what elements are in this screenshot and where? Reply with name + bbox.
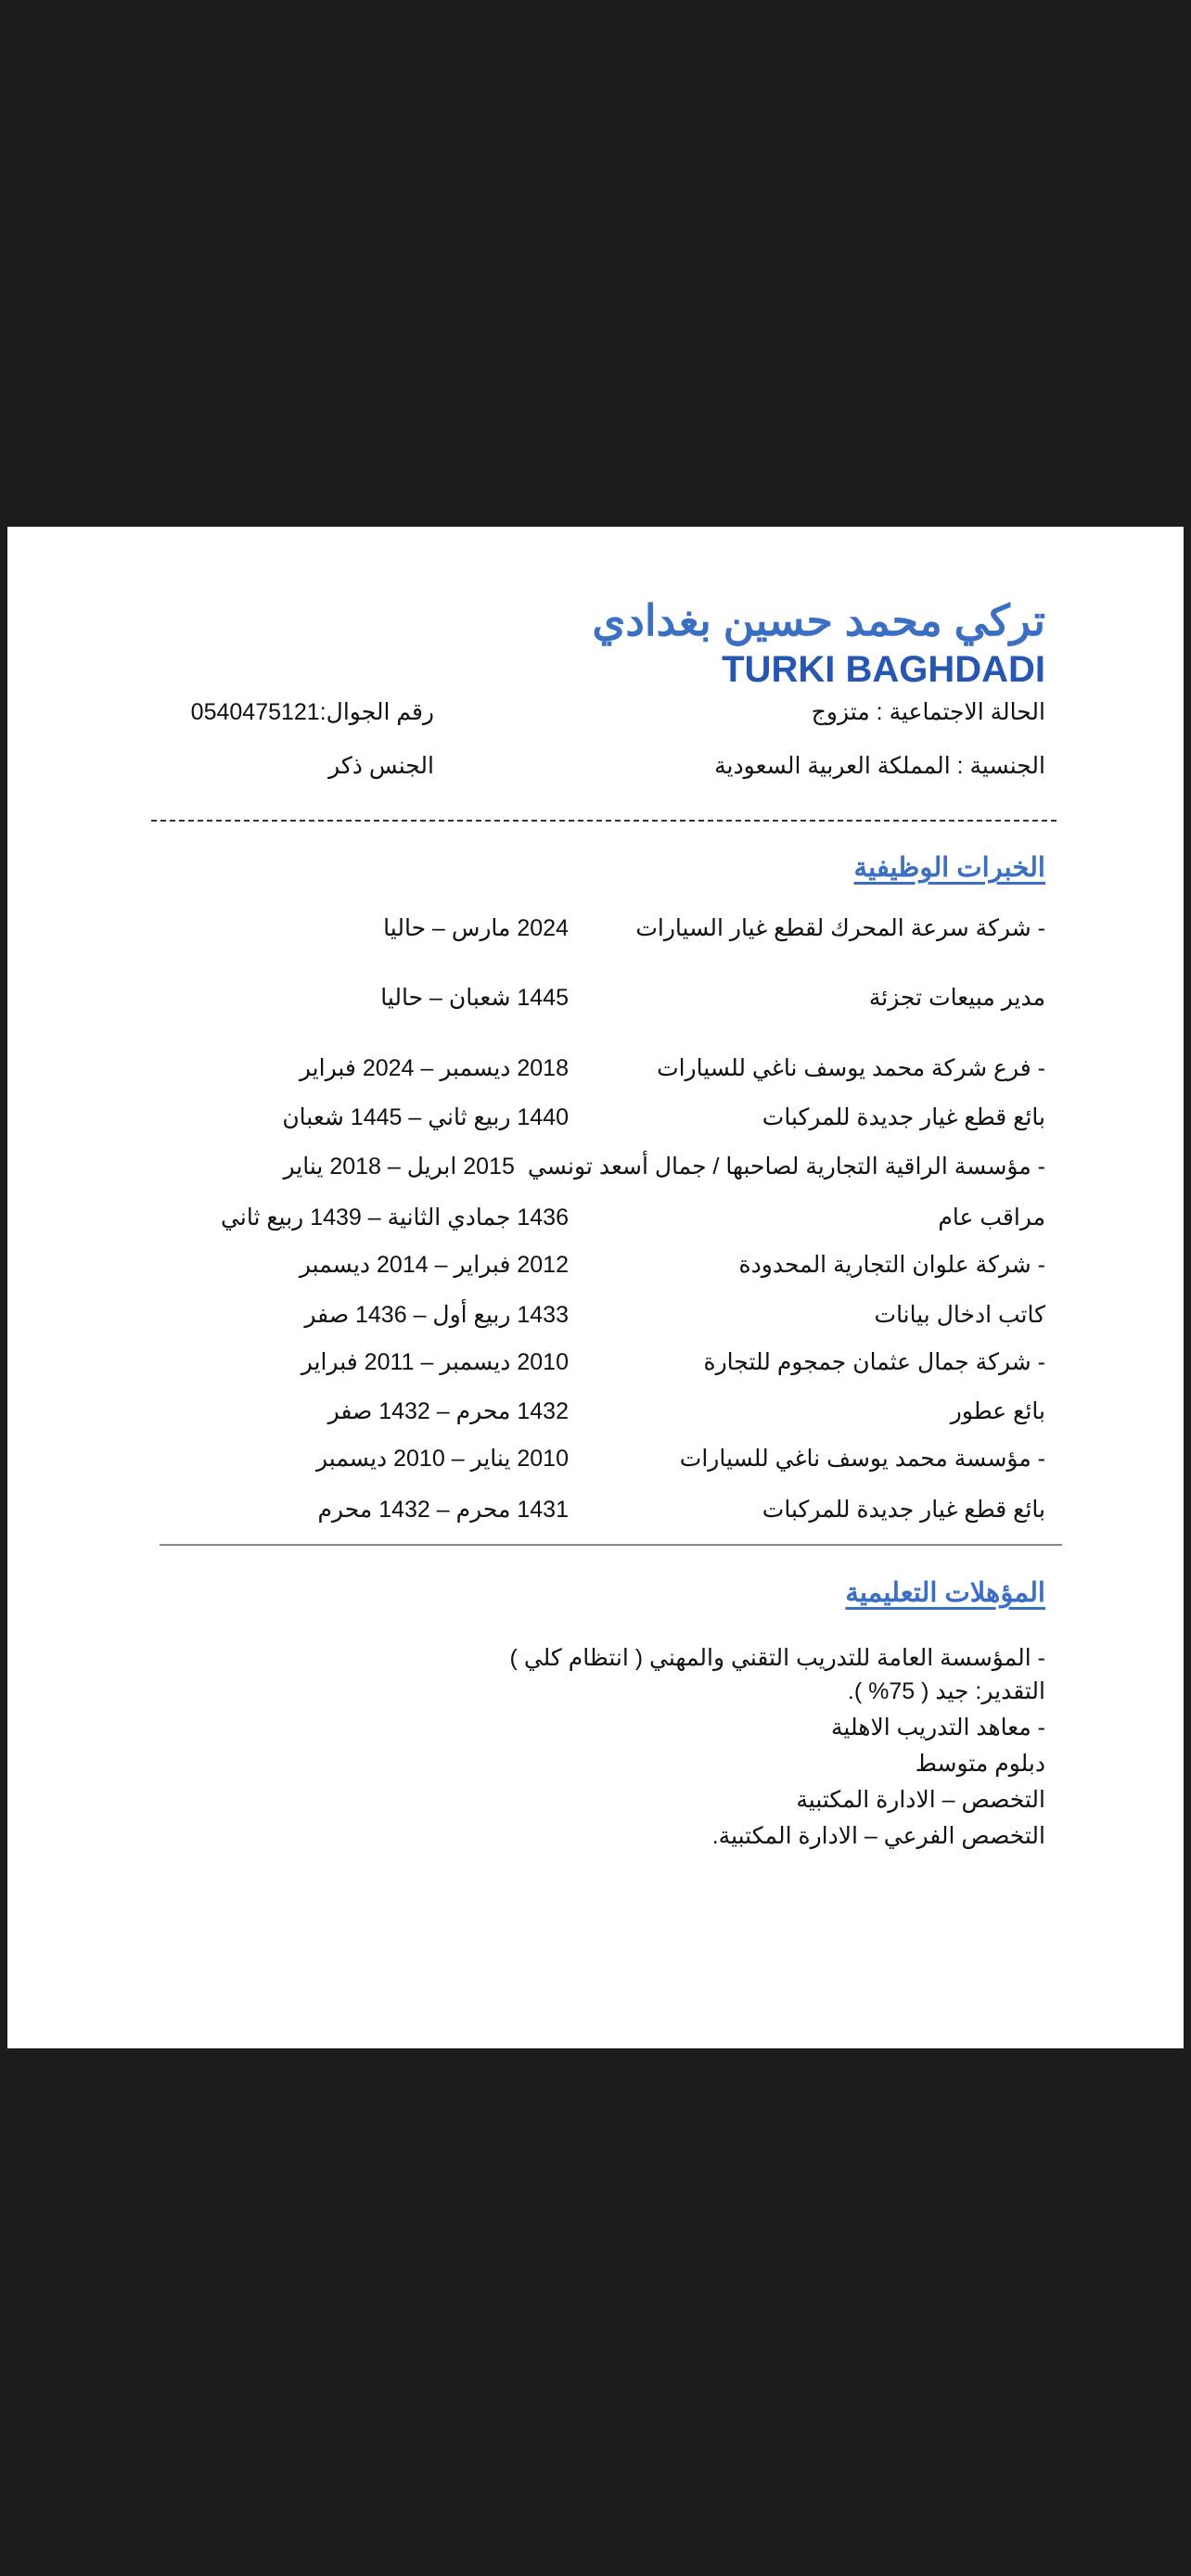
experience-row — [300, 1057, 1045, 1080]
experience-item: - مؤسسة الراقية التجارية لصاحبها / جمال أسعد تونسي — [527, 1154, 1045, 1180]
experience-date: 1445 شعبان – حاليا — [380, 985, 569, 1011]
experience-item: - مؤسسة محمد يوسف ناغي للسيارات — [679, 1446, 1045, 1472]
experience-date: 1433 ربيع أول – 1436 صفر — [304, 1302, 569, 1328]
experience-item: - شركة سرعة المحرك لقطع غيار السيارات — [635, 915, 1045, 941]
education-line: - المؤسسة العامة للتدريب التقني والمهني ( انتظام كلي ) — [509, 1645, 1045, 1671]
experience-row — [283, 1155, 1045, 1179]
education-line: دبلوم متوسط — [915, 1751, 1045, 1777]
experience-row — [328, 1400, 1045, 1423]
experience-item: مدير مبيعات تجزئة — [868, 985, 1045, 1011]
experience-row — [301, 1351, 1045, 1374]
education-line: التقدير: جيد ( 75% ). — [847, 1678, 1045, 1704]
education-line: التخصص الفرعي – الادارة المكتبية. — [711, 1823, 1045, 1849]
experience-date: 2010 يناير – 2010 ديسمبر — [315, 1446, 569, 1472]
experience-item: بائع قطع غيار جديدة للمركبات — [762, 1104, 1045, 1130]
experience-row — [317, 1498, 1045, 1522]
name-arabic: تركي محمد حسين بغدادي — [592, 596, 1045, 644]
experience-date: 1432 محرم – 1432 صفر — [327, 1398, 569, 1424]
name-english: TURKI BAGHDADI — [722, 649, 1045, 690]
education-line: التخصص – الادارة المكتبية — [796, 1787, 1045, 1813]
experience-row — [282, 1106, 1045, 1129]
education-title: المؤهلات التعليمية — [845, 1578, 1045, 1608]
experience-date: 1440 ربيع ثاني – 1445 شعبان — [282, 1104, 569, 1130]
experience-row — [380, 987, 1045, 1010]
experience-date: 1436 جمادي الثانية – 1439 ربيع ثاني — [221, 1205, 569, 1231]
cv-page — [7, 527, 1184, 2048]
experience-date: 2010 ديسمبر – 2011 فبراير — [301, 1349, 569, 1375]
nationality: الجنسية : المملكة العربية السعودية — [714, 753, 1045, 779]
experience-row — [300, 1254, 1045, 1277]
experience-date: 2015 ابريل – 2018 يناير — [283, 1154, 515, 1180]
experience-date: 2012 فبراير – 2014 ديسمبر — [299, 1252, 569, 1278]
dashed-divider — [151, 820, 1057, 822]
experience-item: بائع عطور — [950, 1398, 1045, 1424]
experience-item: - شركة جمال عثمان جمجوم للتجارة — [703, 1349, 1045, 1375]
experience-date: 2018 ديسمبر – 2024 فبراير — [299, 1055, 569, 1081]
experience-item: كاتب ادخال بيانات — [874, 1302, 1045, 1328]
experience-row — [304, 1304, 1045, 1327]
experience-item: بائع قطع غيار جديدة للمركبات — [762, 1497, 1045, 1523]
experience-item: - فرع شركة محمد يوسف ناغي للسيارات — [657, 1055, 1045, 1081]
education-line: - معاهد التدريب الاهلية — [831, 1715, 1045, 1741]
experience-date: 2024 مارس – حاليا — [383, 915, 569, 941]
experience-date: 1431 محرم – 1432 محرم — [317, 1497, 569, 1523]
experience-row — [221, 1206, 1045, 1230]
experience-item: مراقب عام — [938, 1205, 1045, 1231]
experience-row — [383, 917, 1045, 940]
section-divider — [160, 1544, 1062, 1546]
gender: الجنس ذكر — [328, 753, 434, 779]
phone-number: رقم الجوال:0540475121 — [190, 699, 434, 725]
experience-item: - شركة علوان التجارية المحدودة — [738, 1252, 1045, 1278]
marital-status: الحالة الاجتماعية : متزوج — [811, 699, 1045, 725]
experience-row — [316, 1447, 1045, 1471]
experience-title: الخبرات الوظيفية — [853, 853, 1045, 883]
